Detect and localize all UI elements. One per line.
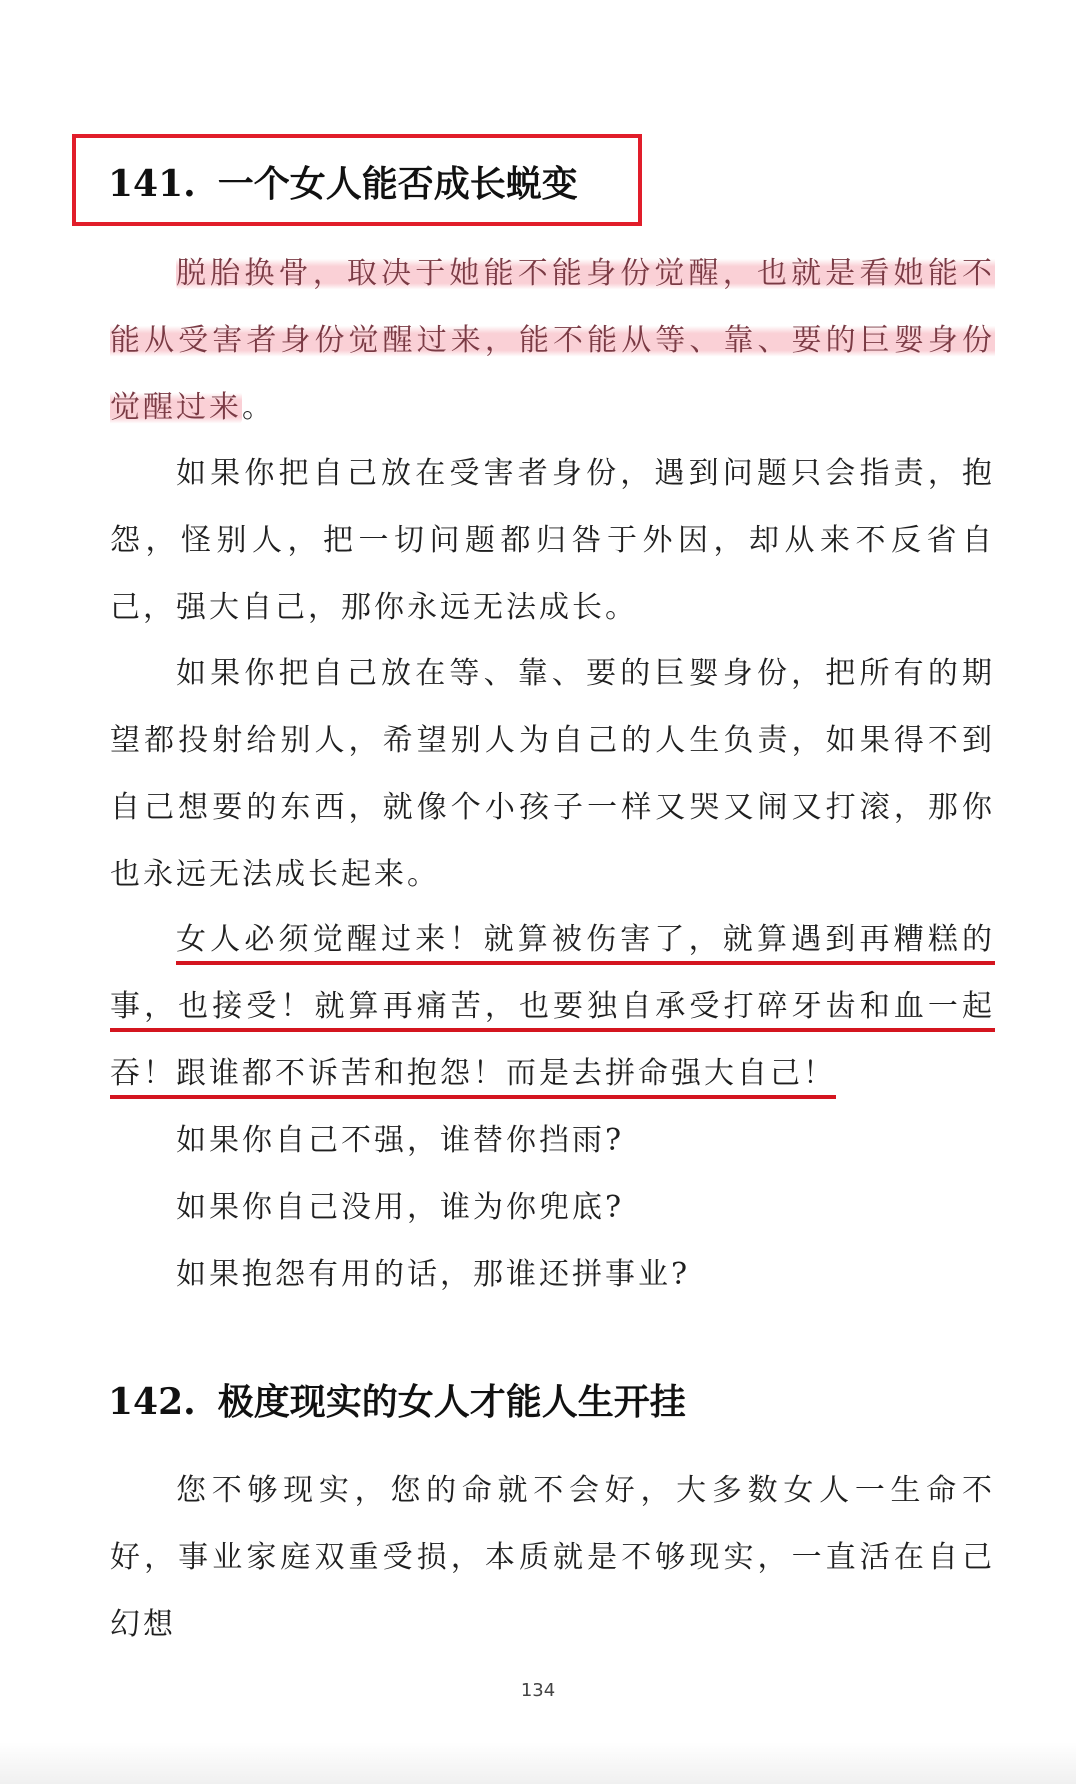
question-line: 如果抱怨有用的话，那谁还拼事业? xyxy=(176,1257,691,1292)
underlined-paragraph xyxy=(110,906,995,1107)
question-line: 如果你自己没用，谁为你兜底? xyxy=(176,1190,625,1225)
underlined-text: 女人必须觉醒过来！就算被伤害了，就算遇到再糟糕的事，也接受！就算再痛苦，也要独自承受打碎牙齿和血一起吞！跟谁都不诉苦和抱怨！而是去拼命强大自己！ xyxy=(110,922,995,1091)
page-number: 134 xyxy=(520,1680,556,1701)
section-number: 141. xyxy=(108,163,196,205)
section-title: 一个女人能否成长蜕变 xyxy=(217,164,578,205)
highlighted-paragraph xyxy=(110,240,995,441)
paragraph-end: 。 xyxy=(242,390,275,425)
section-141-heading xyxy=(108,162,578,207)
section-number: 142. xyxy=(108,1381,196,1423)
highlighted-text: 脱胎换骨，取决于她能不能身份觉醒，也就是看她能不能从受害者身份觉醒过来，能不能从等、靠、要的巨婴身份觉醒过来 xyxy=(110,256,995,425)
paragraph: 您不够现实，您的命就不会好，大多数女人一生命不好，事业家庭双重受损，本质就是不够现实，一直活在自己幻想 xyxy=(110,1473,995,1642)
paragraph: 如果你把自己放在受害者身份，遇到问题只会指责，抱怨，怪别人，把一切问题都归咎于外因，却从来不反省自己，强大自己，那你永远无法成长。 xyxy=(110,456,995,625)
section-title: 极度现实的女人才能人生开挂 xyxy=(217,1382,686,1423)
paragraph: 如果你把自己放在等、靠、要的巨婴身份，把所有的期望都投射给别人，希望别人为自己的人生负责，如果得不到自己想要的东西，就像个小孩子一样又哭又闹又打滚，那你也永远无法成长起来。 xyxy=(110,656,995,892)
question-line: 如果你自己不强，谁替你挡雨? xyxy=(176,1123,625,1158)
section-142-heading xyxy=(108,1380,686,1425)
page-bottom-edge xyxy=(0,1742,1076,1784)
